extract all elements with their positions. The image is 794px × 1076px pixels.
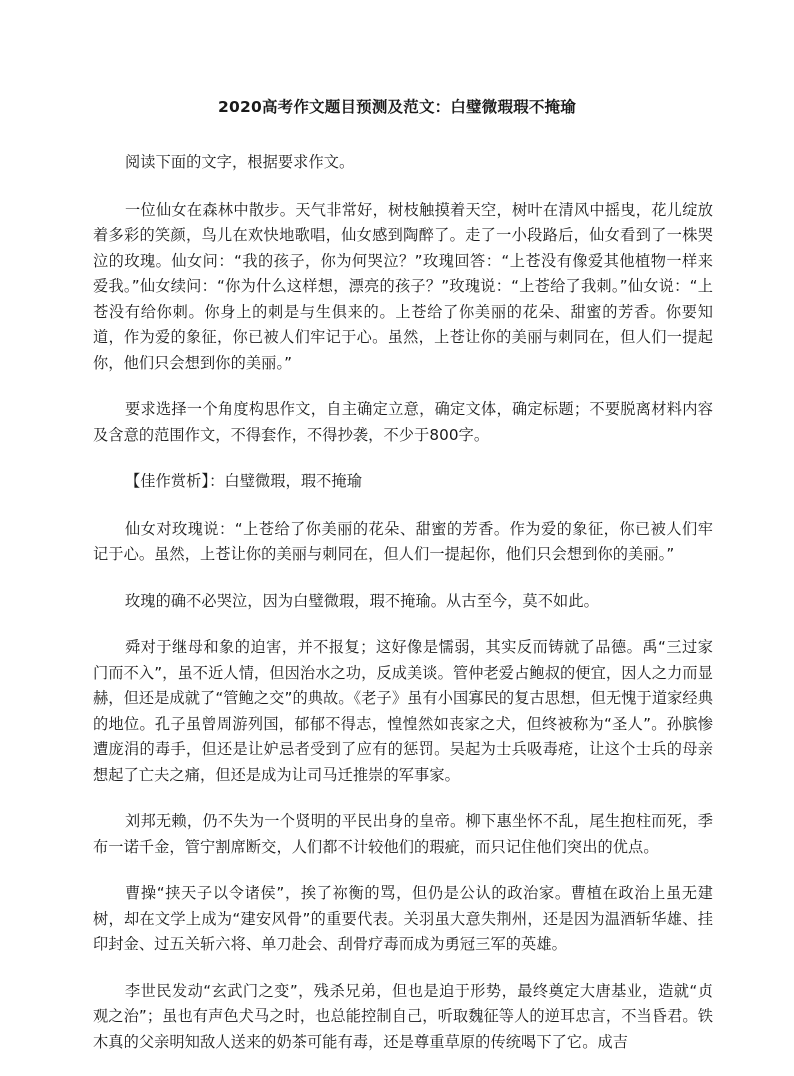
- paragraph-essay-5: 曹操“挟天子以令诸侯”，挨了祢衡的骂，但仍是公认的政治家。曹植在政治上虽无建树，却在文学上成为“建安风骨”的重要代表。关羽虽大意失荆州，还是因为温酒斩华雄、挂印封金、过五关斩六将、单刀赴会、刮骨疗毒而成为勇冠三军的英雄。: [93, 884, 713, 953]
- paragraph-essay-2: 玫瑰的确不必哭泣，因为白璧微瑕，瑕不掩瑜。从古至今，莫不如此。: [125, 591, 599, 610]
- paragraph-instruction: 阅读下面的文字，根据要求作文。: [125, 153, 355, 171]
- paragraph-essay-1: 仙女对玫瑰说：“上苍给了你美丽的花朵、甜蜜的芳香。作为爱的象征，你已被人们牢记于心。虽然，上苍让你的美丽与刺同在，但人们一提起你，他们只会想到你的美丽。”: [93, 519, 713, 563]
- paragraph-essay-3: 舜对于继母和象的迫害，并不报复；这好像是懦弱，其实反而铸就了品德。禹“三过家门而不入”，虽不近人情，但因治水之功，反成美谈。管仲老爱占鲍叔的便宜，因人之力而显赫，但还是成就了“管鲍之交”的典故。《老子》虽有小国寡民的复古思想，但无愧于道家经典的地位。孔子虽曾周游列国，郁郁不得志，惶惶然如丧家之犬，但终被称为“圣人”。孙膑惨遭庞涓的毒手，但还是让妒忌者受到了应有的惩罚。吴起为士兵吸毒疮，让这个士兵的母亲想起了亡夫之痛，但还是成为让司马迁推崇的军事家。: [93, 638, 713, 784]
- document-body: [93, 150, 713, 1076]
- paragraph-essay-4: 刘邦无赖，仍不失为一个贤明的平民出身的皇帝。柳下惠坐怀不乱，尾生抱柱而死，季布一诺千金，管宁割席断交，人们都不计较他们的瑕疵，而只记住他们突出的优点。: [93, 812, 713, 856]
- paragraph-essay-6: 李世民发动“玄武门之变”，残杀兄弟，但也是迫于形势，最终奠定大唐基业，造就“贞观之治”；虽也有声色犬马之时，也总能控制自己，听取魏征等人的逆耳忠言，不当昏君。铁木真的父亲明知敌人送来的奶茶可能有毒，还是尊重草原的传统喝下了它。成吉: [93, 981, 713, 1051]
- document-title: 2020高考作文题目预测及范文：白璧微瑕瑕不掩瑜: [218, 98, 576, 116]
- paragraph-essay-heading: 【佳作赏析】：白璧微瑕，瑕不掩瑜: [125, 472, 362, 490]
- paragraph-story: 一位仙女在森林中散步。天气非常好，树枝触摸着天空，树叶在清风中摇曳，花儿绽放着多彩的笑颜，鸟儿在欢快地歌唱，仙女感到陶醉了。走了一小段路后，仙女看到了一株哭泣的玫瑰。仙女问：“我的孩子，你为何哭泣？”玫瑰回答：“上苍没有像爱其他植物一样来爱我。”仙女续问：“你为什么这样想，漂亮的孩子？”玫瑰说：“上苍给了我刺。”仙女说：“上苍没有给你刺。你身上的刺是与生俱来的。上苍给了你美丽的花朵、甜蜜的芳香。你要知道，作为爱的象征，你已被人们牢记于心。虽然，上苍让你的美丽与刺同在，但人们一提起你，他们只会想到你的美丽。”: [93, 200, 713, 372]
- paragraph-requirements: 要求选择一个角度构思作文，自主确定立意，确定文体，确定标题；不要脱离材料内容及含意的范围作文，不得套作，不得抄袭，不少于800字。: [93, 400, 713, 444]
